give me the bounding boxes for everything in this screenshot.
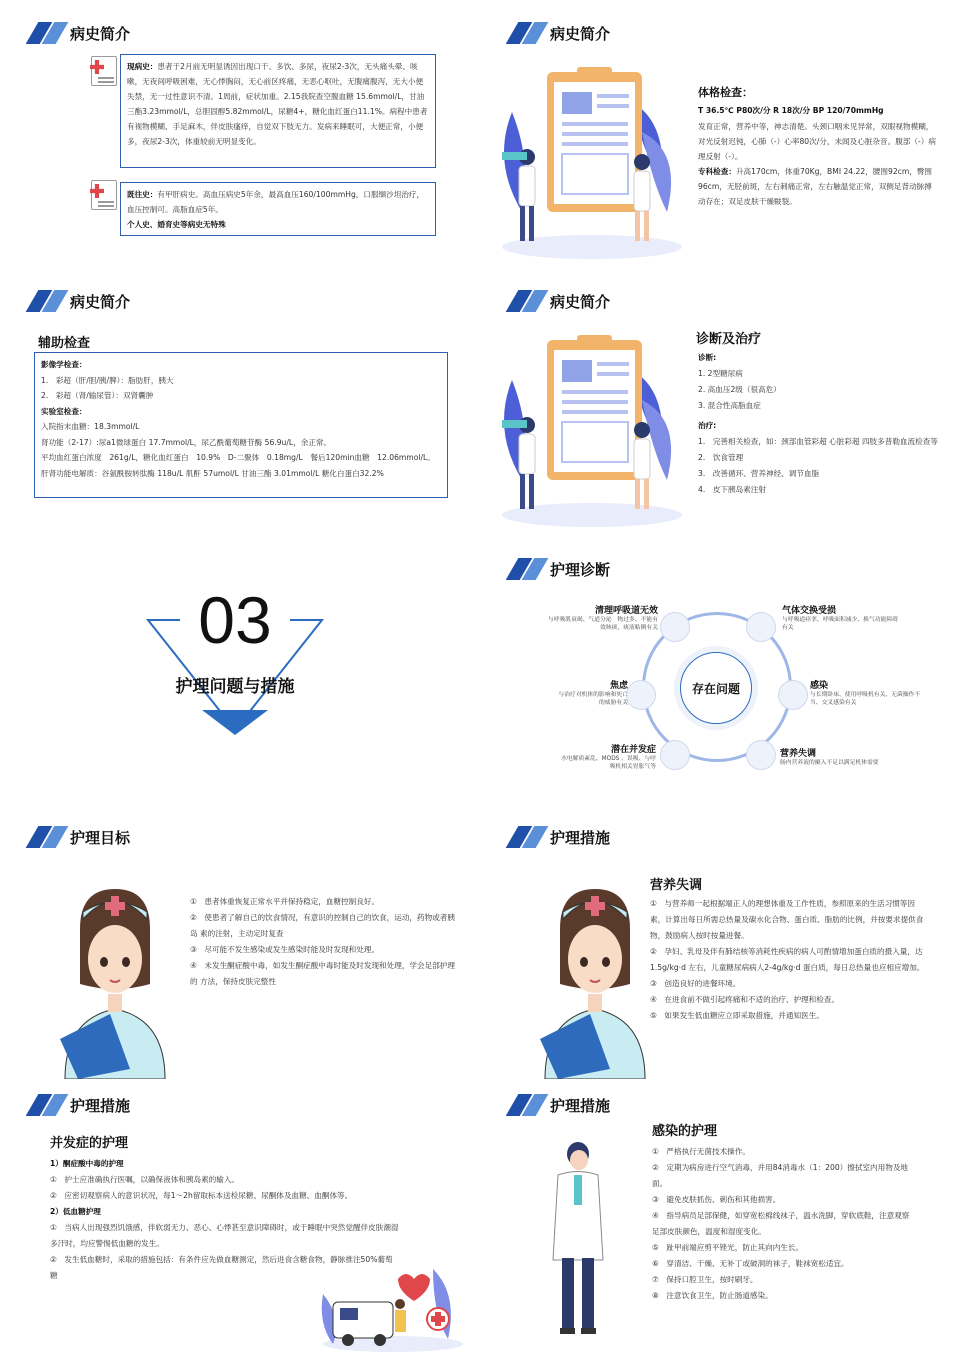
nutrition-item: ③ 创造良好的进餐环境。 xyxy=(650,979,741,988)
infection-item: ⑧ 注意饮食卫生，防止肠道感染。 xyxy=(652,1291,773,1300)
slide-history-3 xyxy=(0,270,480,540)
slide-title: 病史简介 xyxy=(70,292,131,311)
slide-nursing-measures-complications xyxy=(0,1082,480,1352)
infection-item: ⑦ 保持口腔卫生，按时刷牙。 xyxy=(652,1275,758,1284)
doctor-illustration xyxy=(548,1140,608,1340)
nutrition-item: ④ 在进食前不做引起疼痛和不适的治疗、护理和检查。 xyxy=(650,995,840,1004)
dx-desc: 与呼吸道痉挛、呼吸面积减少、换气功能障碍有关 xyxy=(782,617,898,631)
aux-line: 肾功能（2-17）:尿a1微球蛋白 17.7mmol/L，尿乙酰葡萄糖苷酶 56.9u/L，余正常。 xyxy=(41,437,332,447)
treat-item: 2. 饮食管理 xyxy=(698,453,744,462)
complication-line: ② 应密切观察病人的意识状况，每1～2h留取标本送检尿糖、尿酮体及血糖、血酮体等。 xyxy=(50,1191,353,1200)
treat-item: 1. 完善相关检查，如：颈部血管彩超 心脏彩超 四肢多普勒血流检查等 xyxy=(698,437,938,446)
dx-heading: 营养失调 xyxy=(780,749,817,759)
infection-item: ⑥ 穿清洁、干燥、无补丁或破洞的袜子，鞋袜宽松适宜。 xyxy=(652,1259,849,1268)
dx-item xyxy=(560,742,656,771)
slide-header xyxy=(506,22,610,44)
slide-title: 病史简介 xyxy=(70,24,131,43)
goal-item: ② 使患者了解自己的饮食情况，有意识的控制自己的饮食，运动，药物或者胰岛 素的注射，主动定时复查 xyxy=(190,913,455,938)
slide-header xyxy=(506,826,610,848)
infection-item: ⑤ 趾甲前端应剪平锉光，防止其向内生长。 xyxy=(652,1243,804,1252)
header-bars-icon xyxy=(506,1094,542,1116)
infection-item: ③ 避免皮肤抓伤、刺伤和其他损害。 xyxy=(652,1195,781,1204)
dx-heading: 气体交换受损 xyxy=(782,606,837,616)
dx-desc: 水电解质紊乱、MODS 、误吸、与呼吸机相关胃胀气等 xyxy=(561,756,656,770)
section-number: 03 xyxy=(198,583,272,657)
complication-title: 并发症的护理 xyxy=(50,1136,129,1151)
node xyxy=(660,740,690,770)
dx-item xyxy=(782,603,902,632)
dx-desc: 肠内营养液的摄入不足以满足机体需要 xyxy=(780,760,879,766)
goal-item: ④ 未发生酮症酸中毒，如发生酮症酸中毒时能及时发现和处理，学会足部护理的 方法，保持皮肤完整性 xyxy=(190,961,455,986)
nutrition-item: ① 与营养师一起根据端正人的理想体重及工作性质，参照原来的生活习惯等因素，计算出每日所需总热量及碳水化合物、蛋白质、脂肪的比例，并按要求提供食物，鼓励病人按时按量进餐。 xyxy=(650,899,924,940)
slide-section-03 xyxy=(0,540,480,810)
slide-header xyxy=(506,558,610,580)
header-bars-icon xyxy=(506,558,542,580)
infection-item: ① 严格执行无菌技术操作。 xyxy=(652,1147,750,1156)
header-bars-icon xyxy=(506,290,542,312)
dx-heading: 潜在并发症 xyxy=(610,745,656,755)
header-bars-icon xyxy=(26,22,62,44)
aux-line: 1. 彩超（肝/胆/胰/脾）：脂肪肝，胰大 xyxy=(41,375,174,385)
exam-general: 发育正常，营养中等，神志清楚。头颈口咽未见异常，双眼视物模糊，对光反射迟钝，心肺（-）心率80次/分，未闻及心脏杂音。腹部（-）病理反射（-）。 xyxy=(698,122,936,161)
complication-line: 1）酮症酸中毒的护理 xyxy=(50,1159,124,1168)
slide-header xyxy=(26,826,130,848)
slide-nursing-goals xyxy=(0,812,480,1082)
node xyxy=(660,612,690,642)
nutrition-item: ⑤ 如果发生低血糖应立即采取措施，并通知医生。 xyxy=(650,1011,824,1020)
personal-history: 个人史、婚育史等病史无特殊 xyxy=(127,220,226,229)
slide-header xyxy=(26,290,130,312)
complication-line: ① 当病人出现强烈饥饿感，伴软弱无力、恶心、心悸甚至意识障碍时，或于睡眠中突然觉醒伴皮肤潮湿多汗时，均应警惕低血糖的发生。 xyxy=(50,1223,399,1248)
aux-line: 实验室检查： xyxy=(41,406,87,416)
infection-list xyxy=(652,1144,912,1304)
nurse-illustration xyxy=(530,884,660,1079)
vitals: T 36.5℃ P80次/分 R 18次/分 BP 120/70mmHg xyxy=(698,106,884,115)
slide-title: 护理措施 xyxy=(70,1096,131,1115)
header-bars-icon xyxy=(26,826,62,848)
nutrition-title: 营养失调 xyxy=(650,878,703,893)
aux-exam-title: 辅助检查 xyxy=(38,336,91,351)
slide-header xyxy=(26,22,130,44)
dx-desc: 与治疗对机体的影响和死亡的威胁有关 xyxy=(558,692,628,706)
medical-record-icon xyxy=(91,56,117,86)
slide-nursing-measures-nutrition xyxy=(480,812,960,1082)
aux-line: 肝肾功能电解质：谷氨酰胺转肽酶 118u/L 肌酐 57umol/L 甘油三酯 3.01mmol/L 糖化白蛋白32.2% xyxy=(41,468,384,478)
slide-nursing-diagnosis xyxy=(480,540,960,810)
infection-item: ④ 指导病员足部保健，如穿宽松棉线袜子，温水洗脚，穿软底鞋，注意观察足部皮肤颜色，温度和湿度变化。 xyxy=(652,1211,910,1236)
spec-label: 专科检查： xyxy=(698,167,736,176)
aux-line: 影像学检查： xyxy=(41,360,87,369)
hpi-text: 患者于2月前无明显诱因出现口干、多饮、多尿，夜尿2-3次，无头痛头晕、咳嗽，无夜间呼吸困难，无心悸胸闷，无心前区疼痛，无恶心呕吐，无腹痛腹泻，无大小便失禁，无一过性意识不清。1周前，症状加重。2.15我院查空腹血糖 15.6mmol/L，甘油三酯3.23mmol/L，总胆固醇5.82mmol/L，尿糖4+，糖化血红蛋白11.1%。病程中患者有视物模糊、手足麻木，伴皮肤瘙痒，自觉双下肢无力。发病来睡眠可，大便正常，小便多，夜尿2-3次，体重较前无明显变化。 xyxy=(127,62,428,146)
slide-title: 护理措施 xyxy=(550,828,611,847)
complication-line: 2）低血糖护理 xyxy=(50,1207,101,1216)
section-title: 护理问题与措施 xyxy=(175,677,295,697)
header-bars-icon xyxy=(506,22,542,44)
slide-title: 护理目标 xyxy=(70,828,131,847)
hpi-box xyxy=(120,54,436,168)
infection-title: 感染的护理 xyxy=(652,1124,718,1139)
ambulance-illustration xyxy=(318,1264,468,1352)
past-text: 有甲肝病史。高血压病史5年余，最高血压160/100mmHg，口服缬沙坦治疗，血压控制可。高脂血症5年。 xyxy=(127,190,425,214)
infection-item: ② 定期为病房进行空气消毒，并用84消毒水（1：200）擦拭室内用物及地面。 xyxy=(652,1163,909,1188)
slide-header xyxy=(506,1094,610,1116)
slide-title: 护理措施 xyxy=(550,1096,611,1115)
diag-block xyxy=(698,350,953,498)
exam-title: 体格检查： xyxy=(698,86,753,99)
diag-label: 诊断: xyxy=(698,353,717,362)
complication-line: ① 护士应准确执行医嘱，以确保液体和胰岛素的输入。 xyxy=(50,1175,240,1184)
goal-item: ③ 尽可能不发生感染或发生感染时能及时发现和处理。 xyxy=(190,945,380,954)
dx-item xyxy=(780,746,880,767)
node xyxy=(746,612,776,642)
treat-item: 4. 皮下胰岛素注射 xyxy=(698,485,766,494)
dx-desc: 与长期卧床、使用呼吸机有关、无菌操作不当、交叉感染有关 xyxy=(810,692,921,706)
node xyxy=(746,740,776,770)
goals-list xyxy=(190,894,455,990)
slide-title: 病史简介 xyxy=(550,24,611,43)
diag-item: 2. 高血压2级（很高危） xyxy=(698,385,781,394)
past-label: 既往史： xyxy=(127,190,158,199)
diag-item: 1. 2型糖尿病 xyxy=(698,369,743,378)
header-bars-icon xyxy=(506,826,542,848)
nutrition-list xyxy=(650,896,925,1024)
nurse-illustration xyxy=(50,884,180,1079)
slide-header xyxy=(506,290,610,312)
complication-line: ② 发生低血糖时，采取的措施包括：有条件应先做血糖测定，然后进食含糖食物，静脉推注50%葡萄糖 xyxy=(50,1255,393,1280)
clipboard-doctors-illustration xyxy=(492,62,692,262)
aux-line: 平均血红蛋白浓度 261g/L，糖化血红蛋白 10.9% D-二聚体 0.18mg/L 餐后120min血糖 12.06mmol/L。 xyxy=(41,453,435,462)
node xyxy=(778,680,808,710)
dx-desc: 与呼吸肌衰竭、气道分泌 物过多、不能有效咳痰、痰液粘稠有关 xyxy=(547,617,658,631)
past-history-box xyxy=(120,182,436,236)
slide-title: 护理诊断 xyxy=(550,560,611,579)
dx-heading: 焦虑 xyxy=(609,681,628,691)
aux-line: 入院指末血糖：18.3mmol/L xyxy=(41,422,140,431)
center-label: 存在问题 xyxy=(691,682,740,696)
treat-item: 3. 改善循环、营养神经、调节血脂 xyxy=(698,469,820,478)
slide-history-4 xyxy=(480,270,960,540)
slide-header xyxy=(26,1094,130,1116)
aux-exam-box xyxy=(34,352,448,498)
goal-item: ① 患者体重恢复正常水平并保持稳定，血糖控制良好。 xyxy=(190,897,380,906)
clipboard-doctors-illustration xyxy=(492,330,692,530)
slide-history-2 xyxy=(480,0,960,270)
spec-text: 升高170cm，体重70Kg，BMI 24.22，腰围92cm，臀围96cm，无胫前斑，左右刺痛正常，左右触温觉正常，双侧足背动脉搏动存在；双足皮肤干燥皲裂。 xyxy=(698,167,933,206)
dx-item xyxy=(810,678,922,707)
slide-history-1 xyxy=(0,0,480,270)
dx-heading: 清理呼吸道无效 xyxy=(594,606,658,616)
node xyxy=(626,680,656,710)
treat-label: 治疗: xyxy=(698,421,717,430)
nutrition-item: ② 孕妇、乳母及伴有肺结核等消耗性疾病的病人可酌情增加蛋白质的摄入量，达1.5g/kg·d 左右，儿童糖尿病病人2-4g/kg·d 蛋白质，每日总热量也应相应增加。 xyxy=(650,947,925,972)
diag-item: 3. 混合性高脂血症 xyxy=(698,401,761,410)
dx-item xyxy=(546,603,658,632)
medical-record-icon xyxy=(91,180,117,210)
header-bars-icon xyxy=(26,1094,62,1116)
dx-heading: 感染 xyxy=(810,681,829,691)
slide-title: 病史简介 xyxy=(550,292,611,311)
slide-nursing-measures-infection xyxy=(480,1082,960,1352)
dx-item xyxy=(554,678,628,707)
header-bars-icon xyxy=(26,290,62,312)
exam-text xyxy=(698,119,938,209)
diag-treat-title: 诊断及治疗 xyxy=(696,332,762,347)
aux-line: 2. 彩超（肾/输尿管）：双肾囊肿 xyxy=(41,391,154,400)
hpi-label: 现病史： xyxy=(127,62,158,71)
